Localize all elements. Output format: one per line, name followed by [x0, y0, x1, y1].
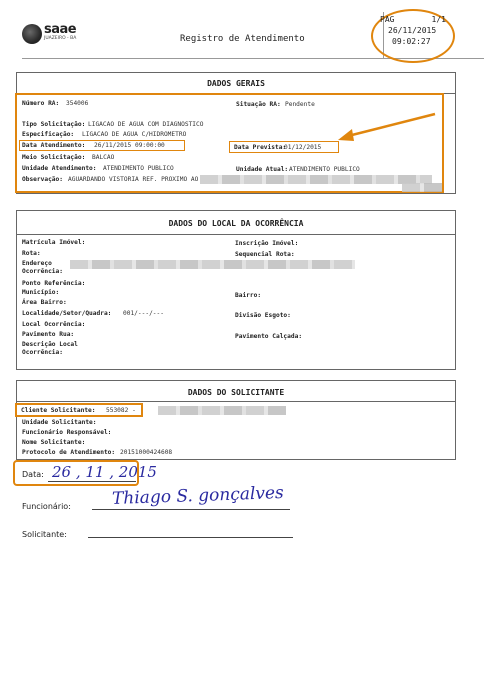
page-info	[380, 14, 454, 47]
data-label: Data:	[22, 470, 44, 479]
solicitante-line	[88, 537, 293, 538]
municipio-label: Município:	[22, 289, 60, 296]
local-ocorrencia-label: Local Ocorrência:	[22, 321, 86, 328]
dados-local-panel	[16, 210, 456, 370]
endereco-label-2: Ocorrência:	[22, 268, 63, 275]
redacted-observacao	[200, 175, 432, 184]
especificacao-label: Especificação:	[22, 131, 75, 138]
funcionario-label: Funcionário:	[22, 502, 71, 511]
solicitante-label: Solicitante:	[22, 530, 67, 539]
dados-gerais-title: DADOS GERAIS	[207, 79, 265, 88]
dados-solicitante-title: DADOS DO SOLICITANTE	[187, 388, 285, 397]
divisao-esgoto-label: Divisão Esgoto:	[235, 312, 291, 319]
situacao-label: Situação RA:	[236, 101, 281, 108]
data-prevista-value: 01/12/2015	[284, 144, 322, 151]
unidade-atual-label: Unidade Atual:	[236, 166, 289, 173]
redacted-endereco	[70, 260, 355, 269]
data-line	[48, 481, 136, 482]
observacao-value: AGUARDANDO VISTORIA REF. PROXIMO AO	[68, 176, 199, 183]
document-title: Registro de Atendimento	[180, 34, 305, 44]
unidade-atual-value: ATENDIMENTO PUBLICO	[289, 166, 360, 173]
localidade-label: Localidade/Setor/Quadra:	[22, 310, 112, 317]
tipo-solicitacao-value: LIGACAO DE AGUA COM DIAGNOSTICO	[88, 121, 204, 128]
numero-ra-value: 354006	[66, 100, 89, 107]
area-bairro-label: Área Bairro:	[22, 299, 67, 306]
panel-rule	[17, 234, 455, 235]
sequencial-label: Sequencial Rota:	[235, 251, 295, 258]
nome-solicitante-label: Nome Solicitante:	[22, 439, 86, 446]
data-atendimento-label: Data Atendimento:	[22, 142, 86, 149]
especificacao-value: LIGACAO DE AGUA C/HIDROMETRO	[82, 131, 187, 138]
redacted-observacao-2	[402, 183, 442, 192]
logo-drop-icon	[22, 24, 42, 44]
ponto-referencia-label: Ponto Referência:	[22, 280, 86, 287]
pavimento-calcada-label: Pavimento Calçada:	[235, 333, 303, 340]
print-time: 09:02:27	[392, 37, 431, 46]
funcionario-responsavel-label: Funcionário Responsável:	[22, 429, 112, 436]
observacao-label: Observação:	[22, 176, 63, 183]
matricula-label: Matrícula Imóvel:	[22, 239, 86, 246]
arrow-icon	[330, 110, 440, 144]
endereco-label: Endereço	[22, 260, 52, 267]
numero-ra-label: Número RA:	[22, 100, 60, 107]
unidade-atendimento-label: Unidade Atendimento:	[22, 165, 97, 172]
localidade-value: 001/---/---	[123, 310, 164, 317]
rota-label: Rota:	[22, 250, 41, 257]
descricao-local-label-2: Ocorrência:	[22, 349, 63, 356]
pavimento-rua-label: Pavimento Rua:	[22, 331, 75, 338]
bairro-label: Bairro:	[235, 292, 262, 299]
tipo-solicitacao-label: Tipo Solicitação:	[22, 121, 86, 128]
protocolo-label: Protocolo de Atendimento:	[22, 449, 116, 456]
logo-subtext: JUAZEIRO - BA	[44, 36, 77, 41]
page-label: PAG	[380, 15, 395, 24]
page-number: 1/1	[431, 15, 446, 24]
data-atendimento-value: 26/11/2015 09:00:00	[94, 142, 165, 149]
unidade-atendimento-value: ATENDIMENTO PUBLICO	[103, 165, 174, 172]
funcionario-line	[92, 509, 290, 510]
print-date: 26/11/2015	[388, 26, 437, 35]
dados-local-title: DADOS DO LOCAL DA OCORRÊNCIA	[168, 219, 304, 228]
situacao-value: Pendente	[285, 101, 315, 108]
descricao-local-label: Descrição Local	[22, 341, 78, 348]
data-prevista-label: Data Prevista:	[234, 144, 287, 151]
redacted-cliente	[158, 406, 286, 415]
data-handwritten: 26 , 11 , 2015	[52, 463, 157, 481]
unidade-solicitante-label: Unidade Solicitante:	[22, 419, 97, 426]
logo-text: saae	[44, 22, 77, 37]
cliente-solicitante-label: Cliente Solicitante:	[21, 407, 96, 414]
funcionario-signature: Thiago S. gonçalves	[111, 483, 285, 509]
saae-logo	[22, 22, 77, 46]
protocolo-value: 20151000424608	[120, 449, 173, 456]
cliente-solicitante-value: 553082 -	[106, 407, 136, 414]
meio-solicitacao-value: BALCAO	[92, 154, 115, 161]
meio-solicitacao-label: Meio Solicitação:	[22, 154, 86, 161]
inscricao-label: Inscrição Imóvel:	[235, 240, 299, 247]
panel-rule	[17, 401, 455, 402]
